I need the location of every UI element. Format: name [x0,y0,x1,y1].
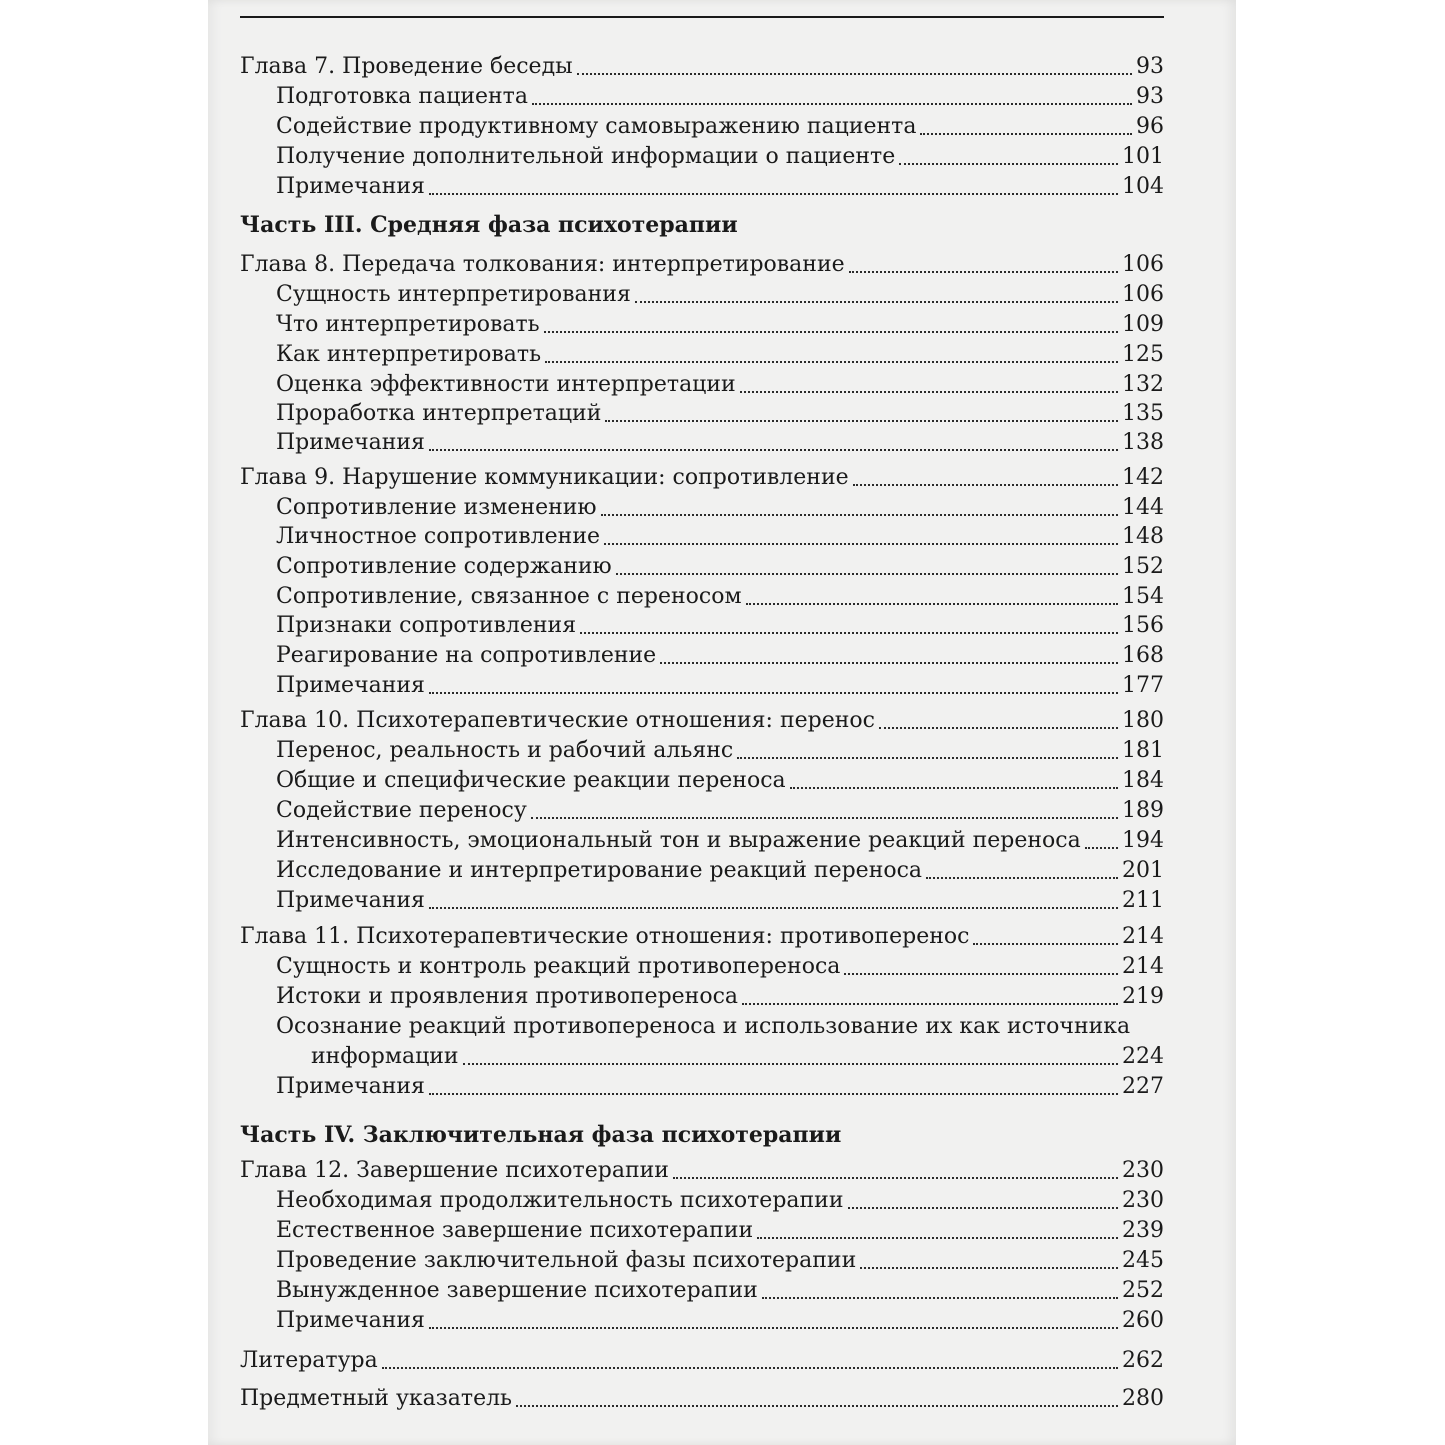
toc-entry-page: 239 [1122,1218,1164,1243]
toc-entry-title: Глава 8. Передача толкования: интерпретирование [240,252,845,277]
toc-entry-title: Проведение заключительной фазы психотерапии [276,1248,857,1273]
toc-entry-page: 177 [1122,673,1164,698]
toc-entry-page: 168 [1122,643,1164,668]
dot-leader [429,1093,1118,1095]
toc-entry [276,1276,1164,1306]
toc-entry-page: 106 [1122,282,1164,307]
toc-entry-page: 227 [1122,1074,1164,1099]
toc-entry-title: Глава 9. Нарушение коммуникации: сопротивление [240,465,849,490]
dot-leader [463,1063,1118,1065]
toc-entry-title: Истоки и проявления противопереноса [276,984,739,1009]
toc-entry-page: 152 [1122,554,1164,579]
dot-leader [973,943,1118,945]
toc-entry-title: Предметный указатель [240,1386,513,1411]
toc-entry [276,493,1164,523]
toc-entry-page: 219 [1122,984,1164,1009]
dot-leader [790,787,1118,789]
dot-leader [1085,847,1118,849]
toc-entry-title: Примечания [276,1308,425,1333]
toc-entry-page: 181 [1122,738,1164,763]
toc-entry [276,982,1164,1012]
toc-entry-title: Естественное завершение психотерапии [276,1218,754,1243]
toc-entry [276,552,1164,582]
dot-leader [737,757,1118,759]
toc-entry-page: 211 [1122,888,1164,913]
toc-entry [276,736,1164,766]
toc-entry-title: Личностное сопротивление [276,524,601,549]
toc-entry [276,370,1164,400]
dot-leader [429,1327,1118,1329]
dot-leader [660,662,1118,664]
dot-leader [899,163,1118,165]
dot-leader [762,1297,1118,1299]
toc-entry [276,280,1164,310]
toc-entry-literature [240,1346,1164,1376]
toc-entry-chapter-9 [240,463,1164,493]
toc-entry [276,399,1164,429]
toc-entry-page: 144 [1122,495,1164,520]
toc-entry-title: Реагирование на сопротивление [276,643,657,668]
toc-entry-page: 252 [1122,1278,1164,1303]
toc-entry-page: 125 [1122,342,1164,367]
toc-entry-title: Общие и специфические реакции переноса [276,768,786,793]
toc-entry [276,340,1164,370]
toc-entry-title: Оценка эффективности интерпретации [276,372,736,397]
dot-leader [429,449,1118,451]
dot-leader [740,391,1118,393]
toc-entry-page: 189 [1122,798,1164,823]
toc-entry-title: Исследование и интерпретирование реакций переноса [276,858,923,883]
toc-entry-page: 142 [1122,465,1164,490]
toc-entry-title: Сущность интерпретирования [276,282,631,307]
toc-entry [276,856,1164,886]
dot-leader [604,543,1118,545]
toc-entry-title: Примечания [276,888,425,913]
toc-entry [276,826,1164,856]
toc-entry-page: 194 [1122,828,1164,853]
dot-leader [531,817,1118,819]
dot-leader [605,420,1118,422]
toc-entry-title: Примечания [276,174,425,199]
toc-entry-title: Содействие переносу [276,798,527,823]
toc-entry-title: Примечания [276,430,425,455]
toc-entry-page: 260 [1122,1308,1164,1333]
dot-leader [429,692,1118,694]
toc-entry [276,112,1164,142]
toc-entry-title: Признаки сопротивления [276,613,577,638]
toc-entry-title: Сопротивление, связанное с переносом [276,584,742,609]
dot-leader [673,1177,1118,1179]
toc-entry [276,1186,1164,1216]
toc-entry-title: Интенсивность, эмоциональный тон и выражение реакций переноса [276,828,1081,853]
dot-leader [545,361,1118,363]
toc-entry-title: Вынужденное завершение психотерапии [276,1278,758,1303]
toc-entry-title: Проработка интерпретаций [276,401,602,426]
part-heading: Часть III. Средняя фаза психотерапии [240,212,738,238]
toc-entry-page: 96 [1136,114,1164,139]
toc-entry-title: Сопротивление изменению [276,495,597,520]
dot-leader [746,603,1118,605]
toc-entry-chapter-11 [240,922,1164,952]
toc-entry-title: Содействие продуктивному самовыражению пациента [276,114,917,139]
dot-leader [429,907,1118,909]
dot-leader [757,1237,1118,1239]
toc-entry-page: 214 [1122,924,1164,949]
dot-leader [848,1207,1118,1209]
toc-entry [276,671,1164,701]
toc-entry-page: 154 [1122,584,1164,609]
dot-leader [577,73,1132,75]
dot-leader [879,727,1118,729]
toc-entry-page: 224 [1122,1044,1164,1069]
toc-entry [276,886,1164,916]
dot-leader [742,1003,1118,1005]
toc-entry [276,582,1164,612]
dot-leader [926,877,1118,879]
toc-entry [276,796,1164,826]
toc-entry-title-line: Осознание реакций противопереноса и использование их как источника [276,1014,1131,1039]
toc-entry-title: Необходимая продолжительность психотерапии [276,1188,844,1213]
toc-entry-title: Сущность и контроль реакций противопереноса [276,954,841,979]
toc-entry-page: 201 [1122,858,1164,883]
toc-entry [276,952,1164,982]
toc-entry-title: Глава 12. Завершение психотерапии [240,1158,669,1183]
toc-entry-page: 230 [1122,1158,1164,1183]
dot-leader [601,514,1118,516]
toc-entry-chapter-10 [240,706,1164,736]
toc-entry-chapter-8 [240,250,1164,280]
toc-entry-title: Что интерпретировать [276,312,540,337]
toc-entry-page: 106 [1122,252,1164,277]
dot-leader [532,103,1132,105]
toc-entry-page: 132 [1122,372,1164,397]
dot-leader [382,1367,1118,1369]
toc-entry [276,641,1164,671]
dot-leader [853,484,1118,486]
toc-entry [276,1216,1164,1246]
toc-entry-title: Глава 11. Психотерапевтические отношения: противоперенос [240,924,970,949]
toc-entry-page: 180 [1122,708,1164,733]
dot-leader [616,573,1118,575]
toc-entry-page: 135 [1122,401,1164,426]
toc-entry-page: 109 [1122,312,1164,337]
dot-leader [860,1267,1118,1269]
toc-entry-title: Примечания [276,673,425,698]
dot-leader [844,973,1118,975]
toc-entry [276,766,1164,796]
toc-entry [276,1246,1164,1276]
toc-entry-subject-index [240,1384,1164,1414]
toc-entry [276,142,1164,172]
toc-entry-page: 104 [1122,174,1164,199]
dot-leader [635,301,1118,303]
toc-entry [276,1072,1164,1102]
toc-entry [276,428,1164,458]
toc-entry [276,522,1164,552]
toc-entry-page: 93 [1136,54,1164,79]
dot-leader [920,133,1132,135]
part-heading: Часть IV. Заключительная фаза психотерапии [240,1122,842,1148]
toc-entry-page: 280 [1122,1386,1164,1411]
dot-leader [580,632,1118,634]
toc-entry-title: Подготовка пациента [276,84,528,109]
toc-entry-page: 148 [1122,524,1164,549]
toc-entry-title: информации [311,1044,459,1069]
toc-entry-title: Как интерпретировать [276,342,542,367]
dot-leader [516,1405,1118,1407]
toc-entry-page: 138 [1122,430,1164,455]
toc-entry-page: 156 [1122,613,1164,638]
toc-entry-title: Глава 10. Психотерапевтические отношения: перенос [240,708,875,733]
toc-entry [276,310,1164,340]
toc-entry-chapter-12 [240,1156,1164,1186]
toc-entry [276,611,1164,641]
toc-entry [276,82,1164,112]
toc-entry-title: Литература [240,1348,378,1373]
toc-entry-title: Примечания [276,1074,425,1099]
toc-entry [276,1306,1164,1336]
dot-leader [544,331,1118,333]
toc-entry-page: 93 [1136,84,1164,109]
toc-entry-page: 230 [1122,1188,1164,1213]
toc-entry-title: Перенос, реальность и рабочий альянс [276,738,734,763]
toc-entry-chapter-7 [240,52,1164,82]
toc-entry-page: 101 [1122,144,1164,169]
toc-entry-title: Глава 7. Проведение беседы [240,54,573,79]
toc-entry-title: Сопротивление содержанию [276,554,612,579]
dot-leader [849,271,1118,273]
toc-entry [311,1042,1164,1072]
toc-entry [276,172,1164,202]
toc-entry-page: 214 [1122,954,1164,979]
toc-entry-page: 245 [1122,1248,1164,1273]
toc-entry-page: 184 [1122,768,1164,793]
toc-entry-page: 262 [1122,1348,1164,1373]
dot-leader [429,193,1118,195]
toc-entry-title: Получение дополнительной информации о пациенте [276,144,896,169]
